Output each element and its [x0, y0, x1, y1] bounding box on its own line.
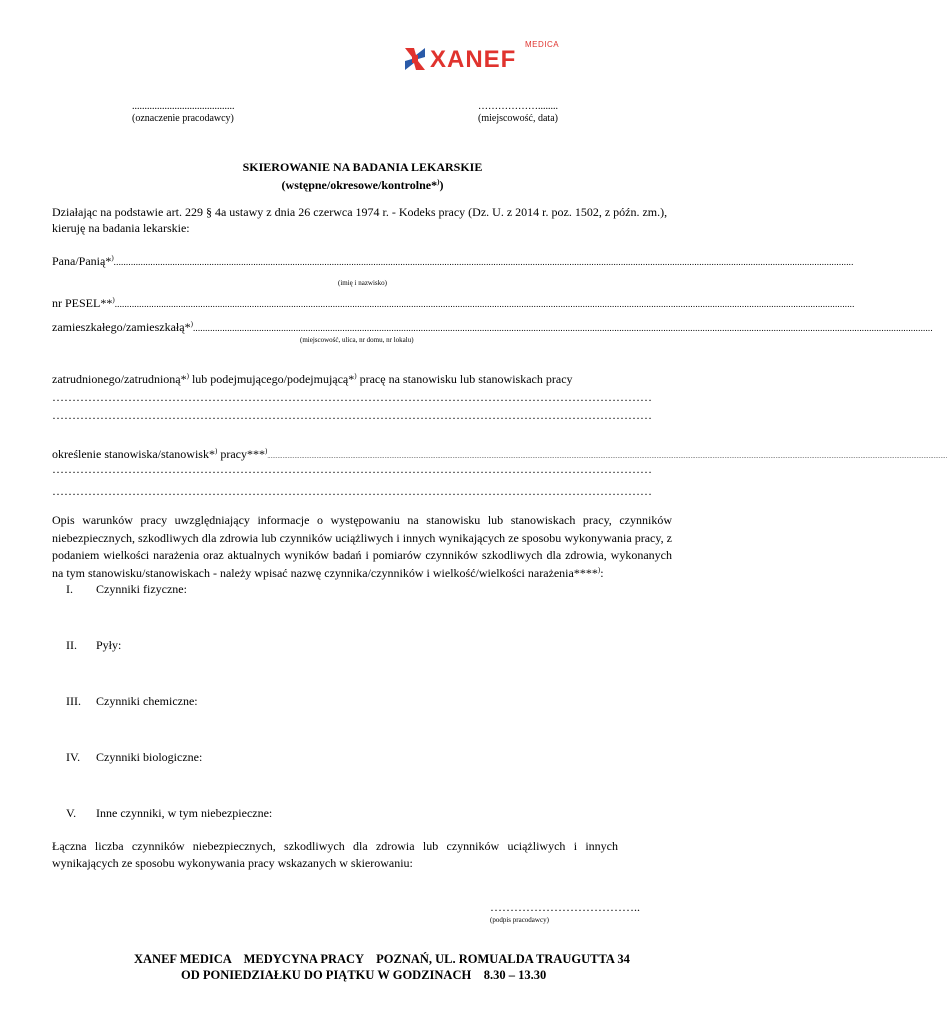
- section-label: Czynniki fizyczne:: [96, 582, 187, 596]
- intro-paragraph: Działając na podstawie art. 229 § 4a ustawy z dnia 26 czerwca 1974 r. - Kodeks pracy (Dz. U. z 2014 r. poz. 1502, z późn. zm.), kieruję na badania lekarskie:: [52, 205, 668, 235]
- total-factors-paragraph: Łączna liczba czynników niebezpiecznych, szkodliwych dla zdrowia lub czynników uciążliwych i innych wynikających ze sposobu wykonywania pracy wskazanych w skierowaniu:: [52, 839, 618, 870]
- title-line-2: [0, 178, 725, 193]
- employment-line: zatrudnionego/zatrudnioną*) lub podejmującego/podejmującą*) pracę na stanowisku lub stanowiskach pracy: [52, 372, 573, 386]
- name-hint: (imię i nazwisko): [338, 279, 387, 287]
- logo-cross-icon: [403, 46, 427, 72]
- position-label: określenie stanowiska/stanowisk*) pracy***): [52, 447, 268, 461]
- position-dots-1[interactable]: ……………………………………………………………………………………………………………………………………: [52, 462, 652, 476]
- document-title: [0, 160, 725, 193]
- address-hint: (miejscowość, ulica, nr domu, nr lokalu): [300, 336, 414, 344]
- place-date-dots: ………………........: [478, 101, 558, 112]
- footer-line-2: OD PONIEDZIAŁKU DO PIĄTKU W GODZINACH 8.30 – 13.30: [181, 968, 547, 982]
- address-label: zamieszkałego/zamieszkałą*): [52, 320, 193, 334]
- pesel-field[interactable]: [52, 296, 855, 312]
- signature-label: (podpis pracodawcy): [490, 916, 549, 924]
- title-line-2-text: (wstępne/okresowe/kontrolne*: [281, 178, 438, 192]
- pesel-dots: ..............................................................................................................................................................................................................................................................................................................: [114, 299, 855, 309]
- section-physical: [66, 582, 187, 597]
- section-number: III.: [66, 694, 81, 708]
- footer: [0, 951, 725, 983]
- company-logo: [403, 40, 563, 76]
- employer-dots: .........................................: [132, 101, 235, 112]
- section-label: Pyły:: [96, 638, 122, 652]
- section-biological: [66, 750, 202, 765]
- logo-brand-text: XANEF: [430, 46, 517, 73]
- section-number: II.: [66, 638, 77, 652]
- title-line-1: SKIEROWANIE NA BADANIA LEKARSKIE: [242, 160, 483, 174]
- section-label: Czynniki biologiczne:: [96, 750, 203, 764]
- address-dots: ..............................................................................................................................................................................................................................................................................................................: [192, 323, 933, 333]
- section-dust: [66, 638, 121, 653]
- employment-dots-1[interactable]: ……………………………………………………………………………………………………………………………………: [52, 390, 652, 404]
- section-label: Inne czynniki, w tym niebezpieczne:: [96, 806, 273, 820]
- footer-line-1: XANEF MEDICA MEDYCYNA PRACY POZNAŃ, UL. ROMUALDA TRAUGUTTA 34: [134, 952, 630, 966]
- section-number: I.: [66, 582, 73, 596]
- section-number: V.: [66, 806, 77, 820]
- section-label: Czynniki chemiczne:: [96, 694, 198, 708]
- position-dots-2[interactable]: ……………………………………………………………………………………………………………………………………: [52, 484, 652, 498]
- position-dots: ................................................................................................................................................................................................................................................................................................................................................................................................................: [267, 454, 947, 460]
- employer-block: [132, 101, 252, 125]
- place-date-block: [478, 101, 598, 125]
- signature-dots[interactable]: ………………………………..: [490, 900, 640, 914]
- title-line-2-sup: ): [437, 178, 440, 186]
- place-date-label: (miejscowość, data): [478, 113, 558, 124]
- section-number: IV.: [66, 750, 81, 764]
- name-label: Pana/Panią*): [52, 254, 114, 268]
- title-line-2-end: ): [439, 178, 444, 192]
- employment-dots-2[interactable]: ……………………………………………………………………………………………………………………………………: [52, 408, 652, 422]
- conditions-paragraph: Opis warunków pracy uwzględniający informacje o występowaniu na stanowisku lub stanowiskach pracy, czynników niebezpiecznych, szkodliwych dla zdrowia lub czynników uciążliwych i innych wynikających ze sposobu wykonywania pracy, z podaniem wielkości narażenia oraz aktualnych wyników badań i pomiarów czynników szkodliwych dla zdrowia, wykonanych na tym stanowisku/stanowiskach - należy wpisać nazwę czynnika/czynników i wielkość/wielkości narażenia****):: [52, 513, 672, 580]
- logo-sub-text: MEDICA: [525, 40, 560, 49]
- section-chemical: [66, 694, 198, 709]
- section-other: [66, 806, 272, 821]
- name-field[interactable]: [52, 254, 854, 270]
- employer-label: (oznaczenie pracodawcy): [132, 113, 234, 124]
- pesel-label: nr PESEL**): [52, 296, 115, 310]
- name-dots: ..............................................................................................................................................................................................................................................................................................................: [113, 257, 854, 267]
- address-field[interactable]: [52, 320, 933, 336]
